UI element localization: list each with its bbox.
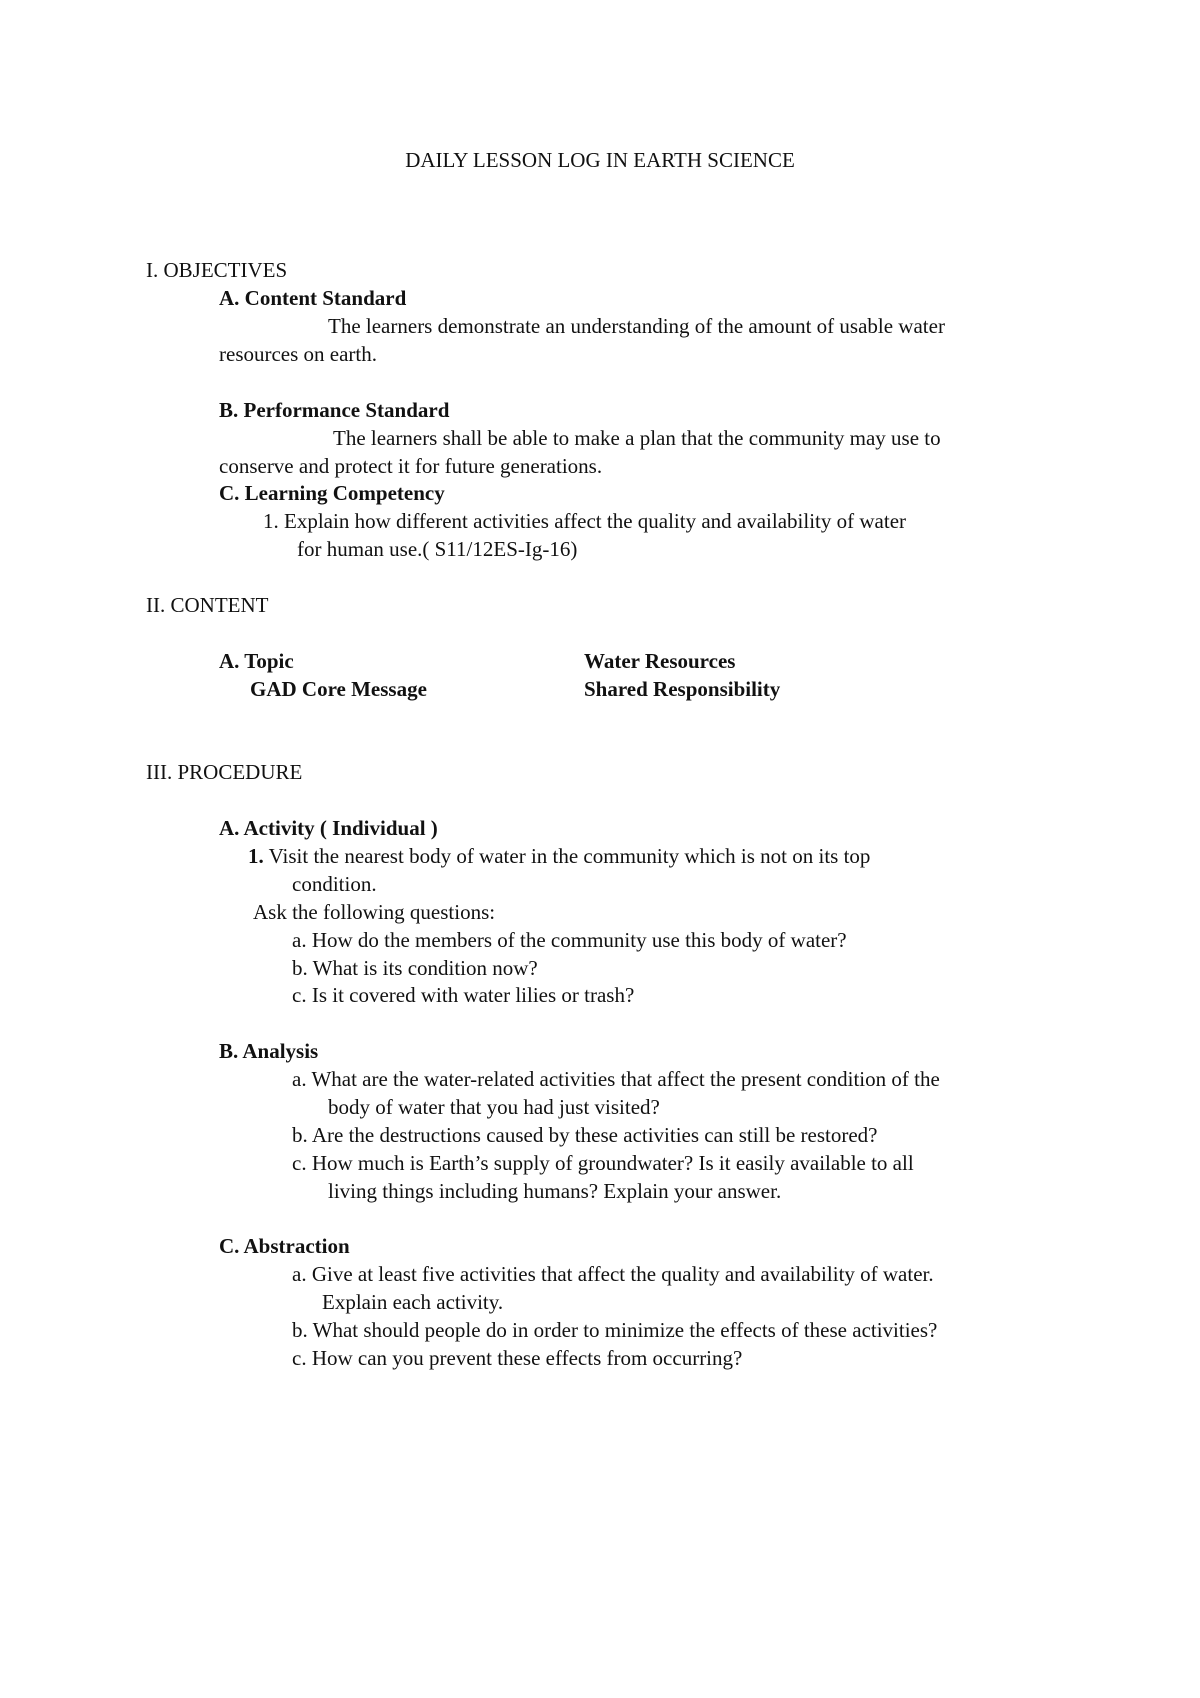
activity-heading: A. Activity ( Individual ) <box>219 816 438 840</box>
abstraction-heading: C. Abstraction <box>219 1234 350 1258</box>
analysis-question-b: b. Are the destructions caused by these activities can still be restored? <box>292 1123 878 1147</box>
activity-item-text: Visit the nearest body of water in the community which is not on its top <box>263 844 871 868</box>
gad-core-message-label: GAD Core Message <box>250 677 427 701</box>
analysis-question-a-line2: body of water that you had just visited? <box>328 1095 660 1119</box>
performance-standard-heading: B. Performance Standard <box>219 398 450 422</box>
learning-competency-text-line1: 1. Explain how different activities affect the quality and availability of water <box>263 509 907 533</box>
abstraction-question-c: c. How can you prevent these effects from occurring? <box>292 1346 743 1370</box>
activity-question-a: a. How do the members of the community use this body of water? <box>292 928 847 952</box>
topic-value: Water Resources <box>584 649 736 673</box>
activity-item-line1 <box>248 842 870 870</box>
activity-item-line2: condition. <box>292 872 377 896</box>
gad-core-message-value: Shared Responsibility <box>584 677 781 701</box>
performance-standard-text-line1: The learners shall be able to make a plan that the community may use to <box>333 426 941 450</box>
topic-label: A. Topic <box>219 649 294 673</box>
activity-ask-text: Ask the following questions: <box>253 900 496 924</box>
content-standard-heading: A. Content Standard <box>219 286 407 310</box>
learning-competency-text-line2: for human use.( S11/12ES-Ig-16) <box>297 537 578 561</box>
abstraction-question-a-line1: a. Give at least five activities that affect the quality and availability of water. <box>292 1262 934 1286</box>
procedure-heading: III. PROCEDURE <box>146 760 303 784</box>
content-heading: II. CONTENT <box>146 593 269 617</box>
analysis-question-c-line1: c. How much is Earth’s supply of groundwater? Is it easily available to all <box>292 1151 914 1175</box>
performance-standard-text-line2: conserve and protect it for future generations. <box>219 454 603 478</box>
content-standard-text-line1: The learners demonstrate an understanding of the amount of usable water <box>328 314 945 338</box>
analysis-heading: B. Analysis <box>219 1039 319 1063</box>
document-title: DAILY LESSON LOG IN EARTH SCIENCE <box>405 148 795 172</box>
objectives-heading: I. OBJECTIVES <box>146 258 288 282</box>
analysis-question-c-line2: living things including humans? Explain your answer. <box>328 1179 782 1203</box>
analysis-question-a-line1: a. What are the water-related activities that affect the present condition of the <box>292 1067 940 1091</box>
activity-question-c: c. Is it covered with water lilies or trash? <box>292 983 635 1007</box>
activity-item-number: 1. <box>248 844 264 868</box>
activity-question-b: b. What is its condition now? <box>292 956 538 980</box>
abstraction-question-a-line2: Explain each activity. <box>322 1290 504 1314</box>
abstraction-question-b: b. What should people do in order to minimize the effects of these activities? <box>292 1318 938 1342</box>
learning-competency-heading: C. Learning Competency <box>219 481 445 505</box>
content-standard-text-line2: resources on earth. <box>219 342 378 366</box>
